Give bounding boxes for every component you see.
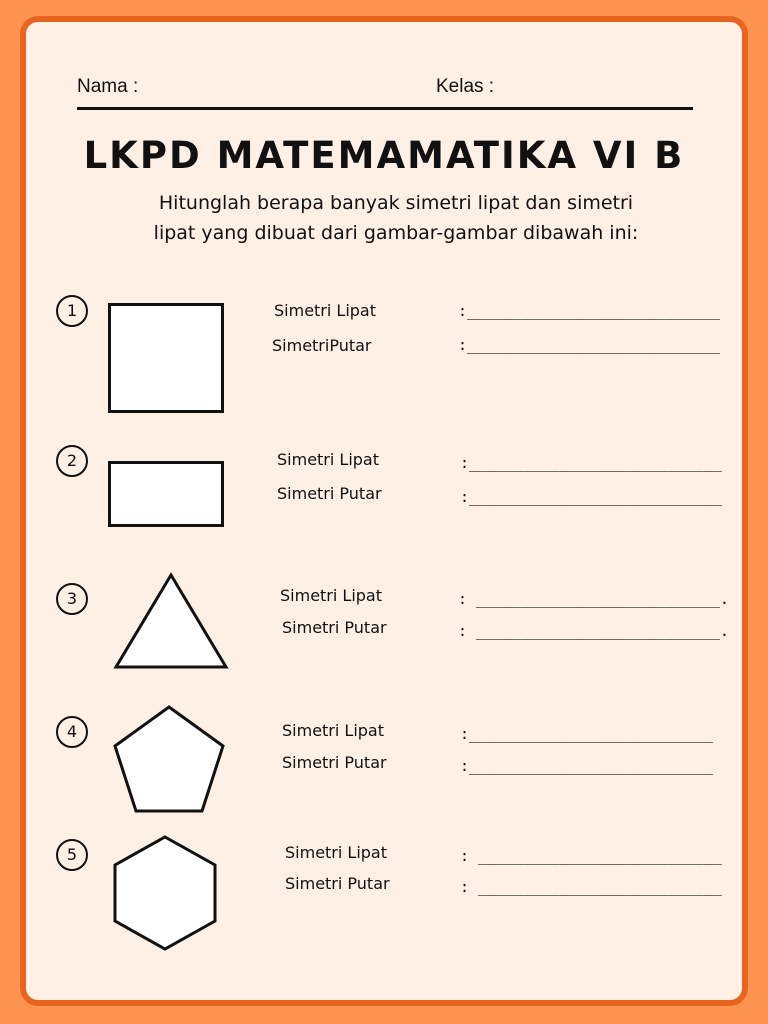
nama-label: Nama :	[77, 76, 139, 97]
simetri-lipat-label: Simetri Lipat	[282, 721, 385, 740]
square-shape	[108, 303, 226, 415]
simetri-putar-label: Simetri Putar	[285, 874, 390, 893]
page-title: LKPD MATEMAMATIKA VI B	[83, 134, 685, 177]
simetri-lipat-label: Simetri Lipat	[285, 843, 388, 862]
simetri-putar-label: Simetri Putar	[282, 618, 387, 637]
simetri-putar-label: Simetri Putar	[282, 753, 387, 772]
simetri-lipat-label: Simetri Lipat	[277, 450, 380, 469]
instruction-line-2: lipat yang dibuat dari gambar-gambar dibawah ini:	[153, 222, 639, 244]
triangle-shape	[114, 572, 230, 670]
item-number-badge: 1	[56, 295, 88, 327]
header-underline	[77, 107, 693, 110]
simetri-putar-answer[interactable]: :___________________________	[460, 757, 713, 775]
instruction-text	[86, 188, 706, 248]
worksheet-card	[20, 16, 748, 1006]
pentagon-shape	[112, 704, 226, 814]
simetri-lipat-label: Simetri Lipat	[274, 301, 377, 320]
hexagon-shape	[112, 834, 218, 952]
simetri-lipat-answer[interactable]: : ___________________________.	[458, 590, 729, 608]
item-number-badge: 2	[56, 445, 88, 477]
simetri-putar-answer[interactable]: :____________________________	[458, 336, 720, 354]
simetri-putar-label: Simetri Putar	[277, 484, 382, 503]
instruction-line-1: Hitunglah berapa banyak simetri lipat dan simetri	[158, 192, 634, 214]
simetri-putar-answer[interactable]: :____________________________	[460, 488, 722, 506]
simetri-lipat-answer[interactable]: :____________________________	[460, 454, 722, 472]
item-number-badge: 3	[56, 583, 88, 615]
kelas-label: Kelas :	[436, 76, 495, 97]
simetri-lipat-answer[interactable]: : ___________________________	[460, 847, 722, 865]
simetri-putar-answer[interactable]: : ___________________________.	[458, 622, 729, 640]
simetri-lipat-answer[interactable]: :____________________________	[458, 302, 720, 320]
simetri-putar-answer[interactable]: : ___________________________	[460, 878, 722, 896]
item-number-badge: 5	[56, 839, 88, 871]
rectangle-shape	[108, 461, 226, 529]
simetri-lipat-label: Simetri Lipat	[280, 586, 383, 605]
item-number-badge: 4	[56, 716, 88, 748]
simetri-putar-label: SimetriPutar	[272, 336, 372, 355]
simetri-lipat-answer[interactable]: :___________________________	[460, 725, 713, 743]
